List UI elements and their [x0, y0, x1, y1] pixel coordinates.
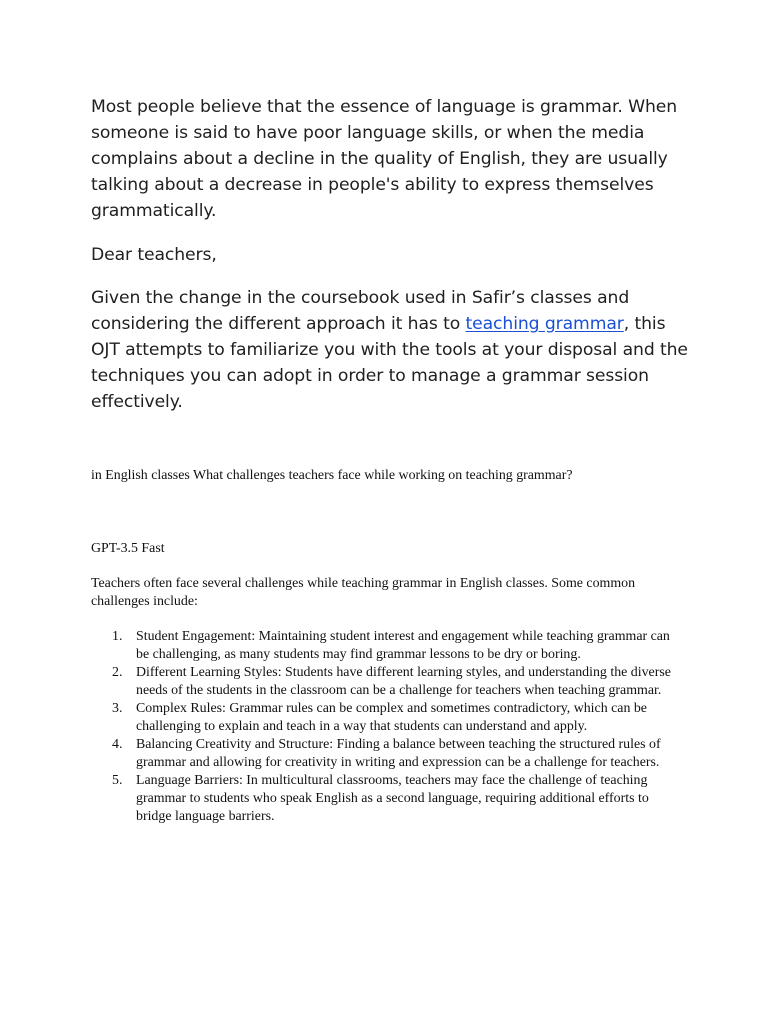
- model-label: GPT-3.5 Fast: [91, 541, 165, 556]
- intro-paragraph: Most people believe that the essence of language is grammar. When someone is said to have poor language skills, or when the media complains about a decline in the quality of English, they are usually talking about a decrease in people's ability to express themselves grammatically.: [91, 97, 678, 221]
- greeting: Dear teachers,: [91, 245, 217, 265]
- list-item: [91, 736, 691, 772]
- list-item-number: 4.: [112, 737, 123, 752]
- list-item-number: 1.: [112, 629, 123, 644]
- list-item: [91, 664, 691, 700]
- list-item-text: Complex Rules: Grammar rules can be complex and sometimes contradictory, which can be challenging to explain and teach in a way that students can understand and apply.: [136, 701, 647, 734]
- answer-intro: Teachers often face several challenges while teaching grammar in English classes. Some common challenges include:: [91, 576, 636, 609]
- list-item-text: Student Engagement: Maintaining student interest and engagement while teaching grammar can be challenging, as many students may find grammar lessons to be dry or boring.: [136, 629, 670, 662]
- purpose-text-before-link: Given the change in the coursebook used in Safir’s classes and considering the different approach it has to: [91, 288, 630, 334]
- list-item: [91, 772, 691, 826]
- question-text: in English classes What challenges teachers face while working on teaching grammar?: [91, 468, 573, 483]
- purpose-paragraph: [91, 285, 691, 415]
- teaching-grammar-link[interactable]: teaching grammar: [465, 314, 624, 334]
- list-item-number: 5.: [112, 773, 123, 788]
- purpose-text-after-link: , this OJT attempts to familiarize you with the tools at your disposal and the techniques you can adopt in order to manage a grammar session effectively.: [91, 314, 688, 412]
- list-item-number: 3.: [112, 701, 123, 716]
- list-item-text: Different Learning Styles: Students have different learning styles, and understanding the diverse needs of the students in the classroom can be a challenge for teachers when teaching grammar.: [136, 665, 671, 698]
- challenges-list: [91, 628, 691, 826]
- list-item: [91, 628, 691, 664]
- list-item-text: Language Barriers: In multicultural classrooms, teachers may face the challenge of teaching grammar to students who speak English as a second language, requiring additional efforts to bridge language barriers.: [136, 773, 649, 824]
- list-item: [91, 700, 691, 736]
- list-item-text: Balancing Creativity and Structure: Finding a balance between teaching the structured rules of grammar and allowing for creativity in writing and expression can be a challenge for teachers.: [136, 737, 661, 770]
- list-item-number: 2.: [112, 665, 123, 680]
